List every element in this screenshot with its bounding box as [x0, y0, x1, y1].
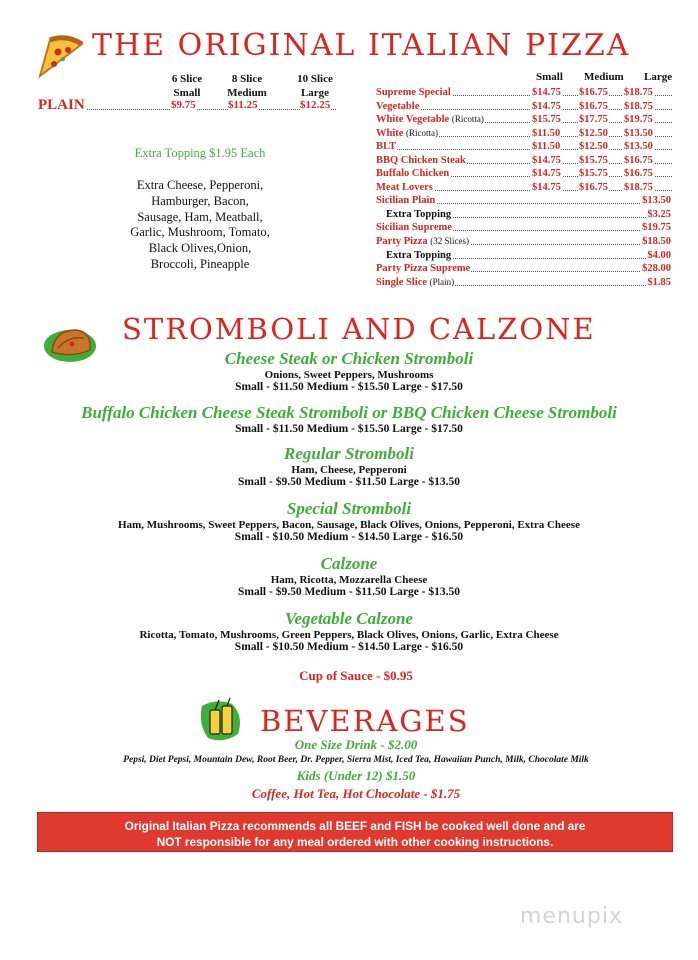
- plain-price-small: $9.75: [171, 99, 196, 111]
- one-size-drink: One Size Drink - $2.00: [294, 737, 418, 752]
- plain-label: PLAIN: [38, 97, 85, 113]
- specialty-header-small: Small: [536, 71, 563, 83]
- stromboli-item-cheese-steak: Cheese Steak or Chicken Stromboli Onions, Sweet Peppers, Mushrooms Small - $11.50 Medium - $15.50 Large - $17.50: [224, 349, 474, 393]
- single-price-row: Extra Topping $3.25: [376, 208, 672, 221]
- single-price-row: Party Pizza Supreme $28.00: [376, 263, 671, 274]
- plain-price-medium: $11.25: [228, 99, 258, 111]
- cup-of-sauce: Cup of Sauce - $0.95: [299, 668, 413, 683]
- single-price-row: Sicilian Plain $13.50: [376, 195, 671, 206]
- single-price-row: Sicilian Supreme $19.75: [376, 222, 671, 233]
- specialty-row: White (Ricotta) $11.50 $12.50 $13.50: [376, 127, 672, 140]
- stromboli-title: STROMBOLI AND CALZONE: [122, 312, 596, 346]
- plain-size-header-small: 6 Slice Small: [171, 73, 203, 99]
- calzone-item: Calzone Ham, Ricotta, Mozzarella Cheese Small - $9.50 Medium - $11.50 Large - $13.50: [238, 554, 460, 598]
- menupix-watermark: menupix: [520, 904, 623, 929]
- specialty-row: Meat Lovers $14.75 $16.75 $18.75: [376, 181, 672, 194]
- single-price-row: Party Pizza (32 Slices) $18.50: [376, 236, 671, 247]
- kids-drink: Kids (Under 12) $1.50: [296, 768, 416, 783]
- drinks-list: Pepsi, Diet Pepsi, Mountain Dew, Root Beer, Dr. Pepper, Sierra Mist, Iced Tea, Hawaiian Punch, Milk, Chocolate Milk: [123, 755, 589, 765]
- stromboli-item-regular: Regular Stromboli Ham, Cheese, Pepperoni Small - $9.50 Medium - $11.50 Large - $13.50: [238, 444, 460, 488]
- vegetable-calzone-item: Vegetable Calzone Ricotta, Tomato, Mushrooms, Green Peppers, Black Olives, Onions, Garlic, Extra Cheese Small - $10.50 Medium - $14.50 Large - $16.50: [139, 609, 559, 653]
- extra-topping-label: Extra Topping $1.95 Each: [134, 146, 266, 160]
- plain-price-large: $12.25: [300, 99, 331, 111]
- specialty-row: BBQ Chicken Steak $14.75 $15.75 $16.75: [376, 154, 672, 167]
- page-title: THE ORIGINAL ITALIAN PIZZA: [92, 28, 631, 63]
- notice-banner: Original Italian Pizza recommends all BEEF and FISH be cooked well done and are NOT responsible for any meal ordered with other cooking instructions.: [37, 812, 673, 852]
- specialty-row: White Vegetable (Ricotta) $15.75 $17.75 $19.75: [376, 113, 672, 126]
- specialty-row: Supreme Special $14.75 $16.75 $18.75: [376, 86, 672, 99]
- beverages-title: BEVERAGES: [260, 704, 470, 738]
- plain-size-header-medium: 8 Slice Medium: [227, 73, 267, 99]
- pizza-slice-icon: [36, 32, 86, 80]
- specialty-header-medium: Medium: [584, 71, 624, 83]
- specialty-row: BLT $11.50 $12.50 $13.50: [376, 140, 672, 153]
- specialty-row: Vegetable $14.75 $16.75 $18.75: [376, 100, 672, 113]
- stromboli-item-buffalo-bbq: Buffalo Chicken Cheese Steak Stromboli or BBQ Chicken Cheese Stromboli Small - $11.50 Medium - $15.50 Large - $17.50: [81, 403, 617, 435]
- single-price-row: Extra Topping $4.00: [376, 249, 672, 262]
- stromboli-item-special: Special Stromboli Ham, Mushrooms, Sweet Peppers, Bacon, Sausage, Black Olives, Onions, Pepperoni, Extra Cheese Small - $10.50 Medium - $14.50 Large - $16.50: [118, 499, 580, 543]
- single-price-row: Single Slice (Plain) $1.85: [376, 277, 671, 288]
- toppings-list: Extra Cheese, Pepperoni, Hamburger, Bacon, Sausage, Ham, Meatball, Garlic, Mushroom, Tomato, Black Olives,Onion, Broccoli, Pineapple: [130, 178, 270, 271]
- plain-row: [38, 98, 336, 114]
- specialty-header-large: Large: [644, 71, 673, 83]
- specialty-row: Buffalo Chicken $14.75 $15.75 $16.75: [376, 167, 672, 180]
- hot-drinks: Coffee, Hot Tea, Hot Chocolate - $1.75: [251, 786, 461, 801]
- plain-size-header-large: 10 Slice Large: [297, 73, 333, 99]
